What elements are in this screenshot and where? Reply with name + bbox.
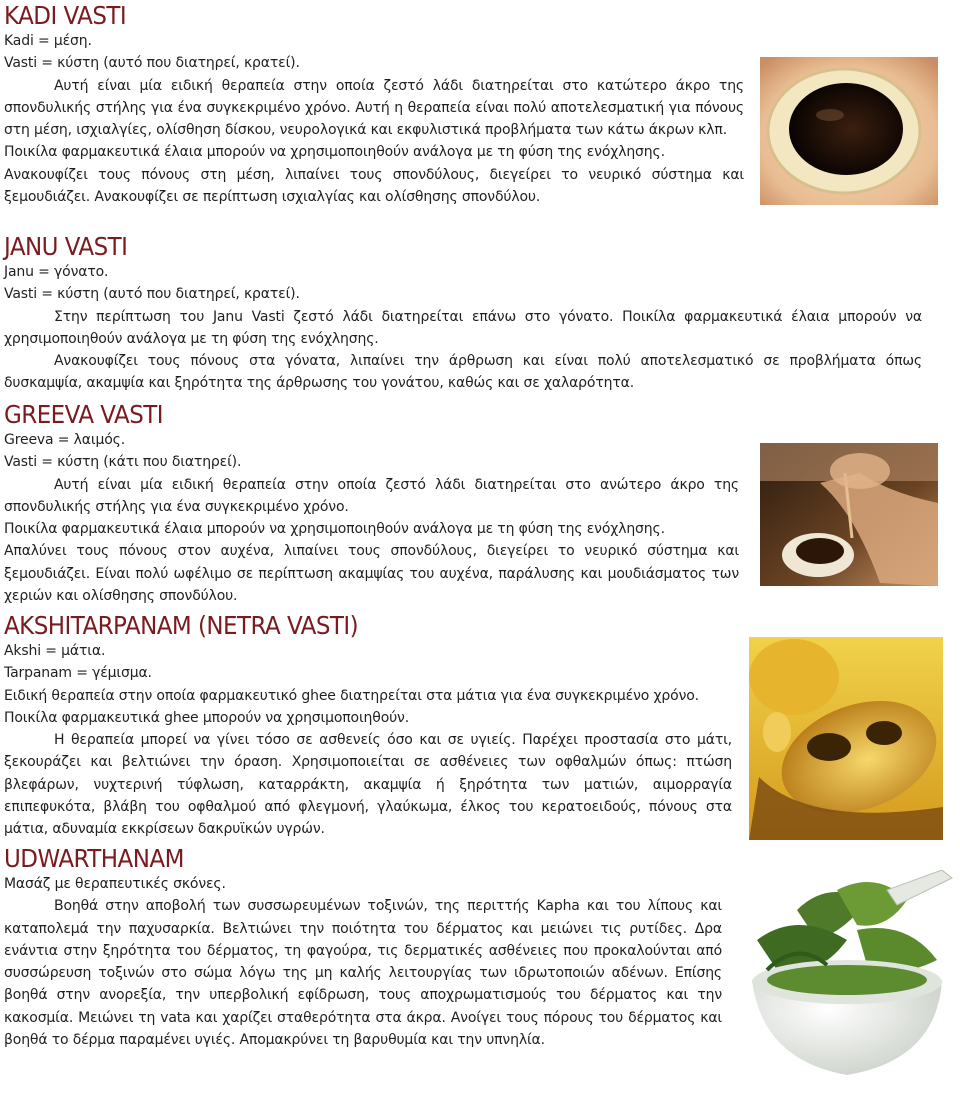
definition-line: Vasti = κύστη (αυτό που διατηρεί, κρατεί). (4, 55, 300, 72)
section-greeva-vasti (4, 401, 739, 607)
udwarthanam-photo (737, 870, 955, 1089)
paragraph: Ανακουφίζει τους πόνους στη μέση, λιπαίνει τους σπονδύλους, διεγείρει το νευρικό σύστημα και ξεμουδιάζει. Ανακουφίζει σε περίπτωση ισχιαλγίας και ολίσθησης σπονδύλου. (4, 166, 744, 206)
section-akshitarpanam (4, 612, 732, 841)
definition-line: Vasti = κύστη (κάτι που διατηρεί). (4, 454, 242, 471)
definition-line: Ποικίλα φαρμακευτικά ghee μπορούν να χρησιμοποιηθούν. (4, 709, 410, 726)
paragraph: Η θεραπεία μπορεί να γίνει τόσο σε ασθενείς όσο και σε υγιείς. Παρέχει προστασία στο μάτι, ξεκουράζει και βελτιώνει την όραση. Χρησιμοποιείται σε ασθένειες των οφθαλμών όπως: πτώση βλεφάρων, νυχτερινή τύφλωση, καταρράκτη, ακαμψία ή ξηρότητα των ματιών, αιμορραγία επιπεφυκότα, βλάβη του οφθαλμού από φλεγμονή, γλαύκωμα, έλκος του κερατοειδούς, πόνους στα μάτια, αδυναμία εκκρίσεων δακρυϊκών υγρών. (4, 732, 732, 838)
heading-akshitarpanam: AKSHITARPANAM (NETRA VASTI) (4, 611, 359, 640)
definition-line: Vasti = κύστη (αυτό που διατηρεί, κρατεί). (4, 286, 300, 303)
heading-greeva-vasti: GREEVA VASTI (4, 400, 163, 429)
definition-line: Kadi = μέση. (4, 33, 92, 49)
section-janu-vasti (4, 233, 922, 395)
definition-line: Greeva = λαιμός. (4, 432, 126, 448)
paragraph: Απαλύνει τους πόνους στον αυχένα, λιπαίνει τους σπονδύλους, διεγείρει το νευρικό σύστημα και ξεμουδιάζει. Είναι πολύ ωφέλιμο σε περίπτωση ακαμψίας του αυχένα, παράλυσης και μουδιάσματος των χεριών και ολίσθησης σπονδύλου. (4, 543, 739, 605)
paragraph: Στην περίπτωση του Janu Vasti ζεστό λάδι διατηρείται επάνω στο γόνατο. Ποικίλα φαρμακευτικά έλαια μπορούν να χρησιμοποιηθούν ανάλογα με τη φύση της ενόχλησης. (4, 308, 922, 347)
definition-line: Μασάζ με θεραπευτικές σκόνες. (4, 876, 226, 892)
definition-line: Akshi = μάτια. (4, 643, 106, 659)
paragraph: Ποικίλα φαρμακευτικά έλαια μπορούν να χρησιμοποιηθούν ανάλογα με τη φύση της ενόχλησης. (4, 521, 665, 538)
definition-line: Ειδική θεραπεία στην οποία φαρμακευτικό ghee διατηρείται στα μάτια για ένα συγκεκριμένο χρόνο. (4, 687, 699, 704)
paragraph: Βοηθά στην αποβολή των συσσωρευμένων τοξινών, της περιττής Kapha και του λίπους και καταπολεμά την παχυσαρκία. Βελτιώνει την ποιότητα του δέρματος και μειώνει τις ρυτίδες. Δρα ενάντια στην ξηρότητα του δέρματος, τη φαγούρα, τις δερματικές ασθένειες που προκαλούνται από συσσώρευση τοξινών στο σώμα λόγω της μη καλής λειτουργίας των ιδρωτοποιών αδένων. Επίσης βοηθά στην ανορεξία, την υπερβολική εφίδρωση, τους αποχρωματισμούς του δέρματος και την κακοσμία. Μειώνει τη vata και χαρίζει σταθερότητα στα άκρα. Ανοίγει τους πόρους του δέρματος και βοηθά το δέρμα παραμένει υγιές. Απομακρύνει τη βαρυθυμία και την υπνηλία. (4, 898, 722, 1049)
section-kadi-vasti (4, 2, 744, 208)
paragraph: Αυτή είναι μία ειδική θεραπεία στην οποία ζεστό λάδι διατηρείται στο κατώτερο άκρο της σπονδυλικής στήλης για ένα συγκεκριμένο χρόνο. Αυτή η θεραπεία είναι πολύ αποτελεσματική για πόνους στη μέση, ισχιαλγίες, ολίσθηση δίσκου, νευρολογικά και εκφυλιστικά προβλήματα των κάτω άκρων κλπ. (4, 77, 744, 139)
definition-line: Janu = γόνατο. (4, 264, 109, 280)
greeva-vasti-photo (760, 443, 938, 586)
paragraph: Ποικίλα φαρμακευτικά έλαια μπορούν να χρησιμοποιηθούν ανάλογα με τη φύση της ενόχλησης. (4, 144, 665, 161)
heading-udwarthanam: UDWARTHANAM (4, 844, 184, 873)
section-udwarthanam (4, 845, 722, 1051)
heading-janu-vasti: JANU VASTI (4, 232, 128, 261)
akshitarpanam-photo (749, 637, 943, 840)
kadi-vasti-photo (760, 57, 938, 205)
definition-line: Tarpanam = γέμισμα. (4, 665, 152, 682)
paragraph: Αυτή είναι μία ειδική θεραπεία στην οποία ζεστό λάδι διατηρείται στο ανώτερο άκρο της σπονδυλικής στήλης για ένα συγκεκριμένο χρόνο. (4, 476, 739, 515)
paragraph: Ανακουφίζει τους πόνους στα γόνατα, λιπαίνει την άρθρωση και είναι πολύ αποτελεσματικό σε προβλήματα όπως δυσκαμψία, ακαμψία και ξηρότητα της άρθρωσης του γονάτου, καθώς και σε χαλαρότητα. (4, 353, 922, 392)
heading-kadi-vasti: KADI VASTI (4, 1, 127, 30)
